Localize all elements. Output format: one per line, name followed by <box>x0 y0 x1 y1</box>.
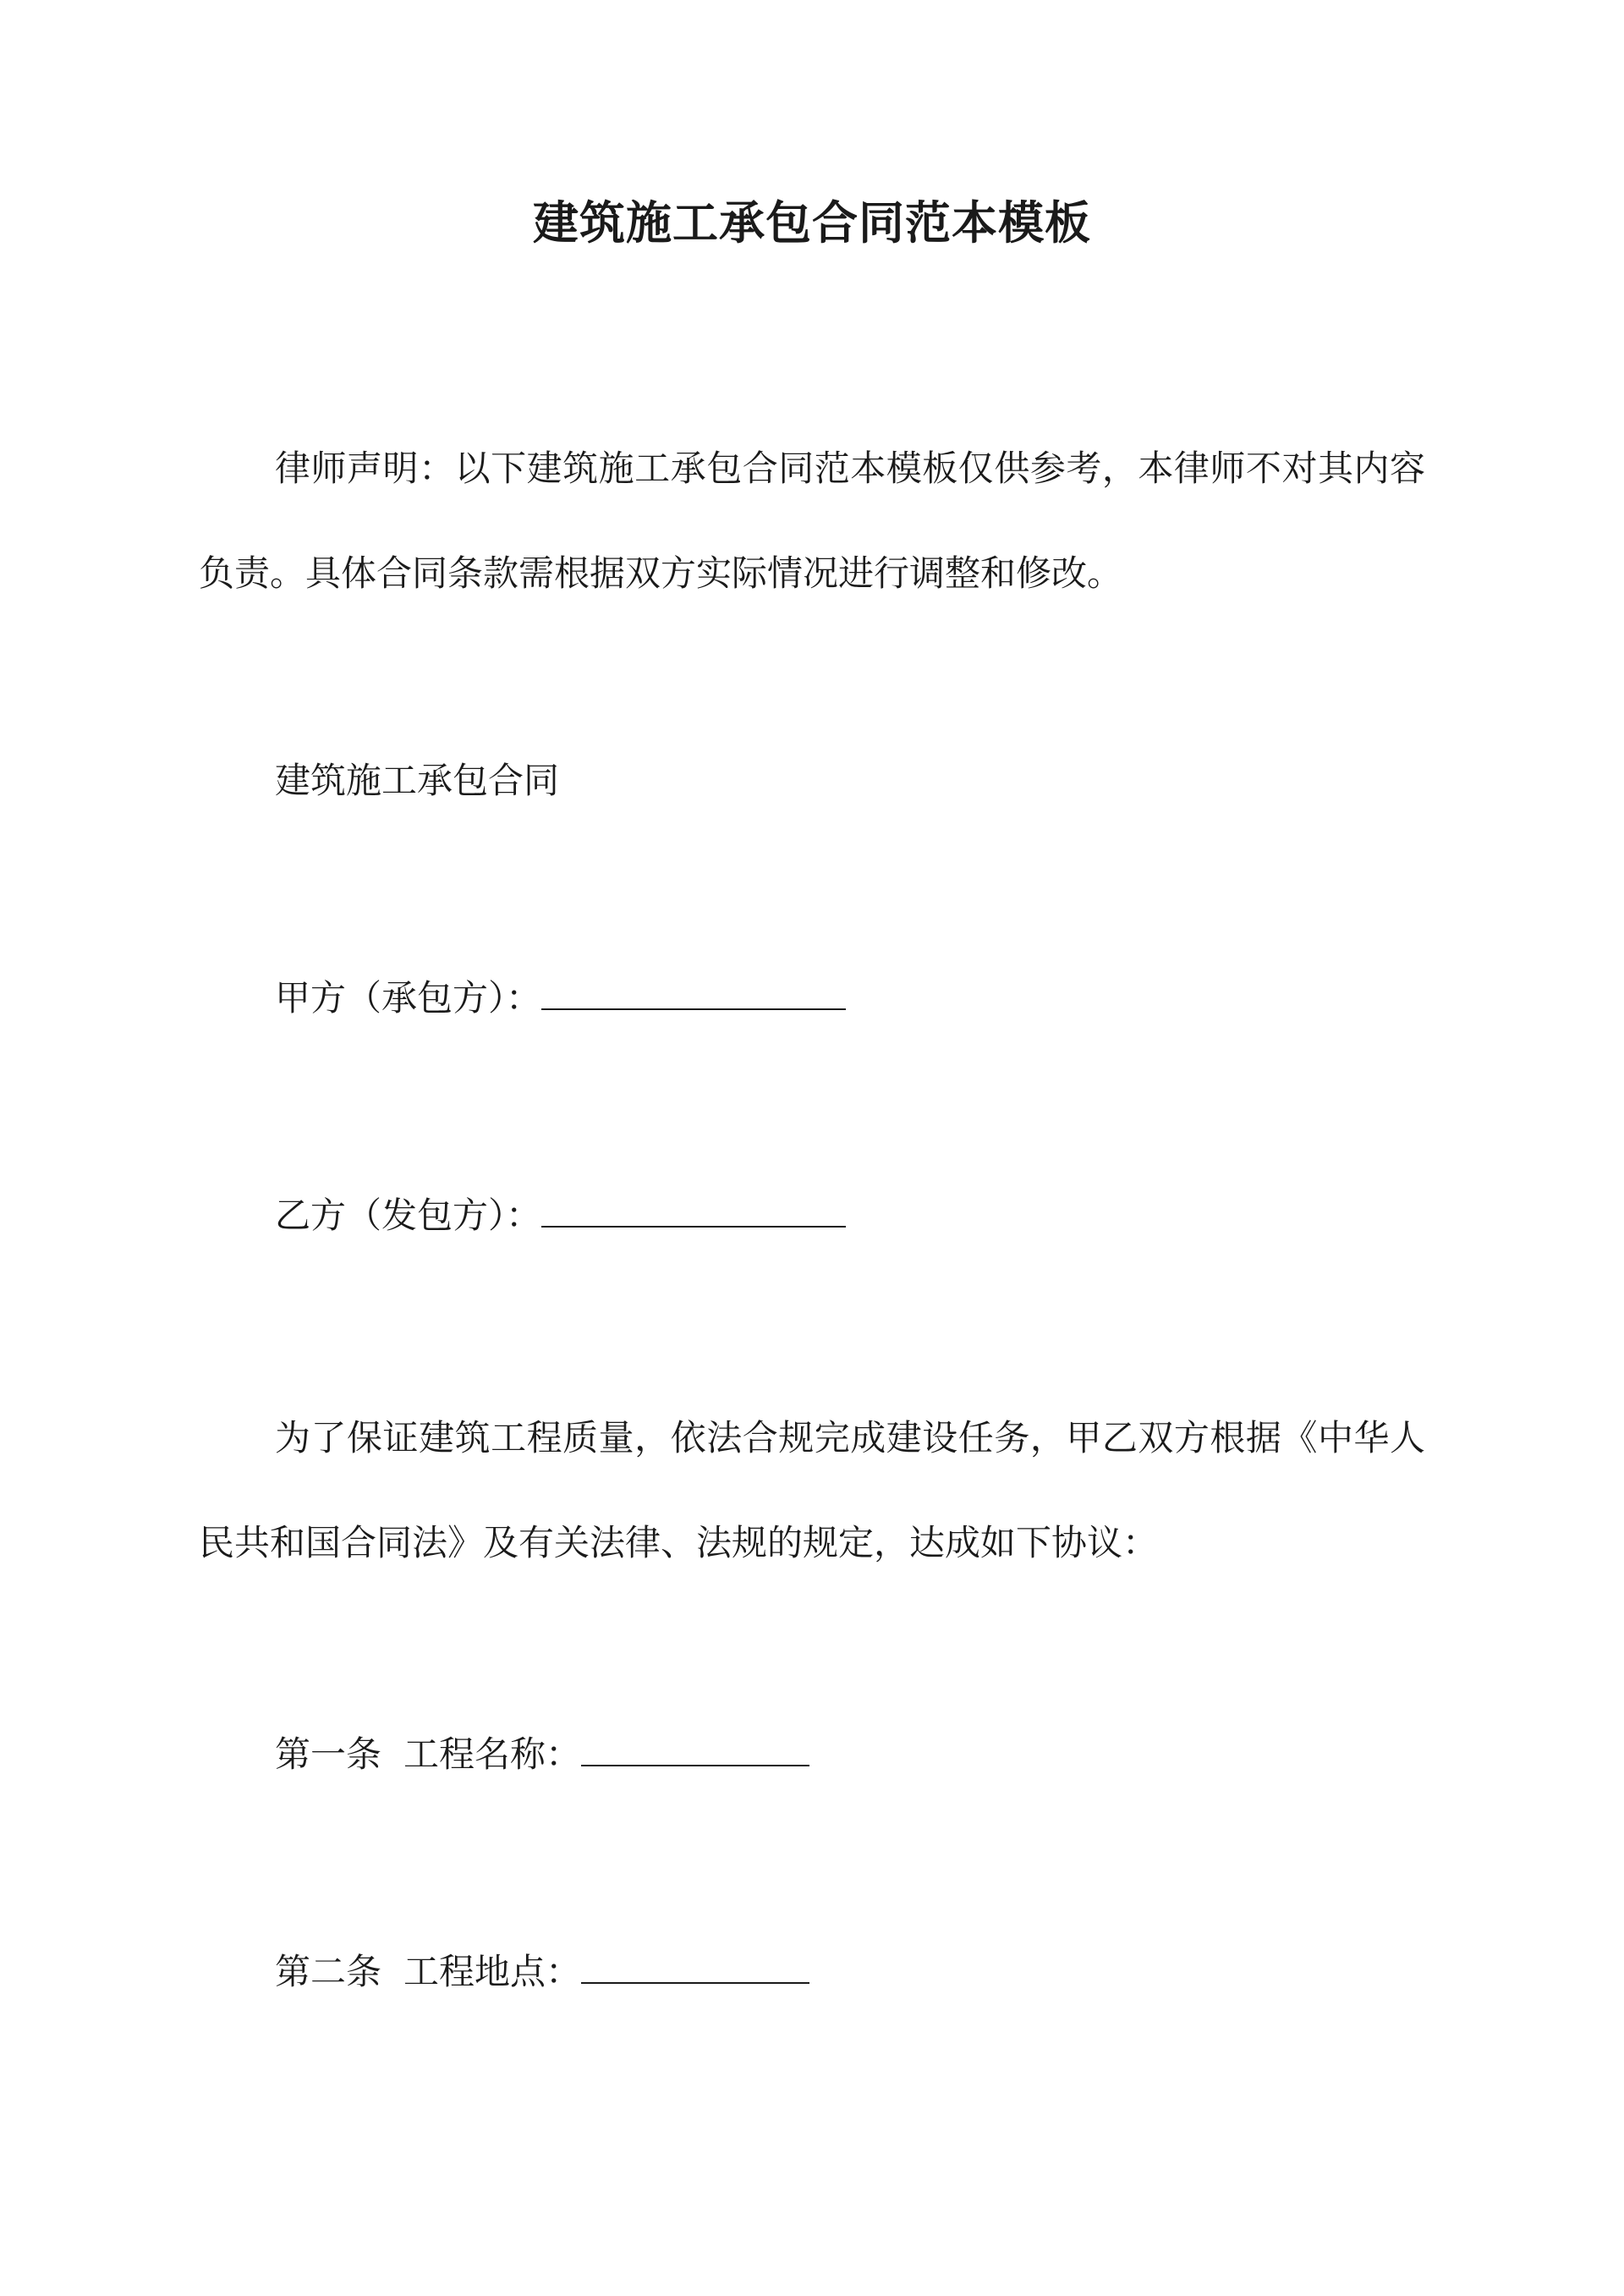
project-name-blank[interactable] <box>581 1731 809 1766</box>
party-b-blank[interactable] <box>541 1192 846 1228</box>
document-title: 建筑施工承包合同范本模板 <box>533 195 1091 250</box>
party-b-label: 乙方（发包方）： <box>275 1195 542 1236</box>
article-1-number: 第一条 <box>275 1733 382 1775</box>
article-2-line <box>275 1947 809 1997</box>
lawyer-disclaimer: 律师声明：以下建筑施工承包合同范本模板仅供参考，本律师不对其内容负责。具体合同条款需根据双方实际情况进行调整和修改。 <box>199 448 1425 594</box>
contract-preamble: 为了保证建筑工程质量，依法合规完成建设任务，甲乙双方根据《中华人民共和国合同法》及有关法律、法规的规定，达成如下协议： <box>199 1417 1425 1563</box>
party-a-line <box>275 973 846 1024</box>
party-b-line <box>275 1190 846 1241</box>
project-location-blank[interactable] <box>581 1948 809 1984</box>
contract-heading: 建筑施工承包合同 <box>275 760 560 801</box>
article-1-label: 工程名称： <box>403 1733 582 1775</box>
article-2-label: 工程地点： <box>403 1951 582 1992</box>
article-1-line <box>275 1729 809 1780</box>
party-a-label: 甲方（承包方）： <box>275 977 542 1019</box>
party-a-blank[interactable] <box>541 975 846 1010</box>
article-2-number: 第二条 <box>275 1951 382 1992</box>
